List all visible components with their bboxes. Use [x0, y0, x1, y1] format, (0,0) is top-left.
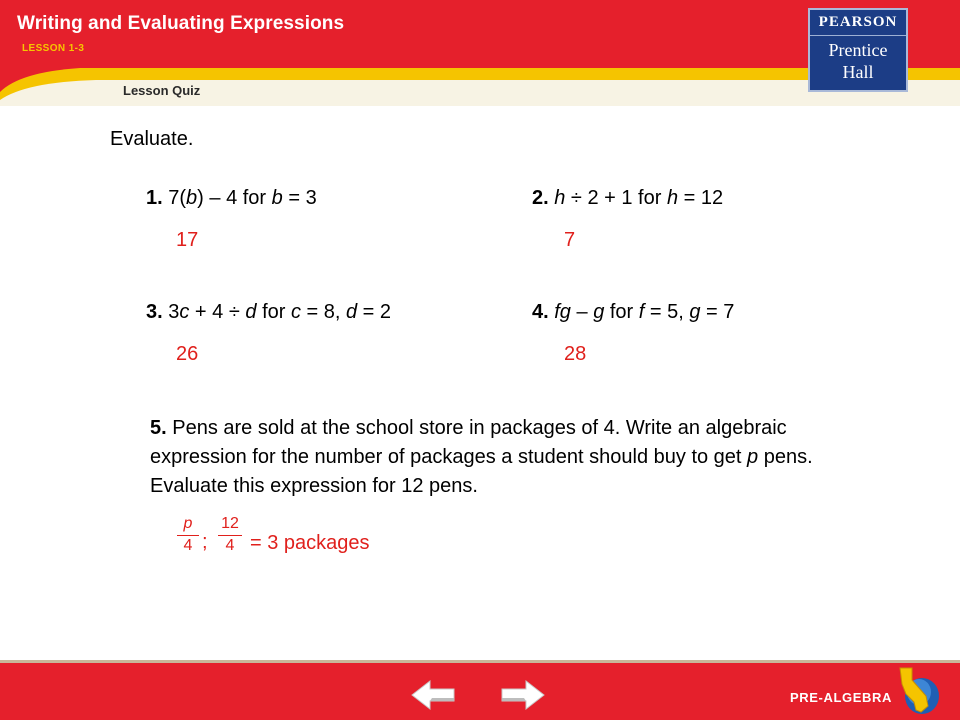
fraction-1-bar: [177, 535, 199, 536]
problem-1: [146, 187, 317, 210]
logo-pearson-text: PEARSON: [810, 10, 906, 36]
lesson-title: Writing and Evaluating Expressions: [17, 13, 345, 34]
problem-2: [532, 187, 723, 210]
logo-prentice-text: Prentice: [828, 40, 888, 60]
problem-3-answer: 26: [176, 343, 199, 365]
problem-3-expression: 3c + 4 ÷ d for c = 8, d = 2: [168, 301, 392, 323]
forward-arrow-icon[interactable]: [500, 678, 546, 712]
problem-2-answer: 7: [564, 229, 576, 251]
footer-bar: [0, 660, 960, 720]
problem-1-expression: 7(b) – 4 for b = 3: [168, 187, 317, 209]
problem-3: [146, 301, 391, 324]
answer-fraction-12-over-4: [218, 515, 242, 555]
answer-fraction-p-over-4: [177, 515, 199, 555]
problem-5-number: 5.: [150, 417, 167, 439]
problem-4: [532, 301, 734, 324]
problem-1-number: 1.: [146, 187, 163, 209]
course-label: PRE-ALGEBRA: [790, 690, 892, 705]
problem-4-expression: fg – g for f = 5, g = 7: [554, 301, 735, 323]
problem-1-answer: 17: [176, 229, 199, 251]
fraction-2-denominator: 4: [225, 537, 235, 554]
back-arrow-icon[interactable]: [410, 678, 456, 712]
problem-4-number: 4.: [532, 301, 549, 323]
problem-4-answer: 28: [564, 343, 587, 365]
problem-3-number: 3.: [146, 301, 163, 323]
pearson-prentice-hall-logo: [808, 8, 908, 92]
fraction-1-denominator: 4: [183, 537, 193, 554]
answer-result: = 3 packages: [250, 532, 370, 554]
logo-hall-text: Hall: [842, 62, 874, 82]
lesson-quiz-label: Lesson Quiz: [123, 83, 201, 98]
fraction-2-numerator: 12: [221, 515, 239, 532]
california-state-icon: [894, 664, 942, 718]
problem-2-number: 2.: [532, 187, 549, 209]
problem-2-expression: h ÷ 2 + 1 for h = 12: [554, 187, 724, 209]
lesson-number: LESSON 1-3: [22, 43, 85, 54]
fraction-2-bar: [218, 535, 242, 536]
problem-5: [150, 414, 830, 501]
header-banner: [0, 0, 960, 106]
fraction-1-numerator: p: [183, 515, 193, 532]
answer-separator: ;: [202, 531, 208, 553]
problem-5-text: Pens are sold at the school store in packages of 4. Write an algebraic expression for the number of packages a student should buy to get p pens. Evaluate this expression for 12 pens.: [150, 417, 813, 497]
instruction-text: Evaluate.: [110, 128, 194, 150]
footer-divider: [0, 660, 960, 663]
